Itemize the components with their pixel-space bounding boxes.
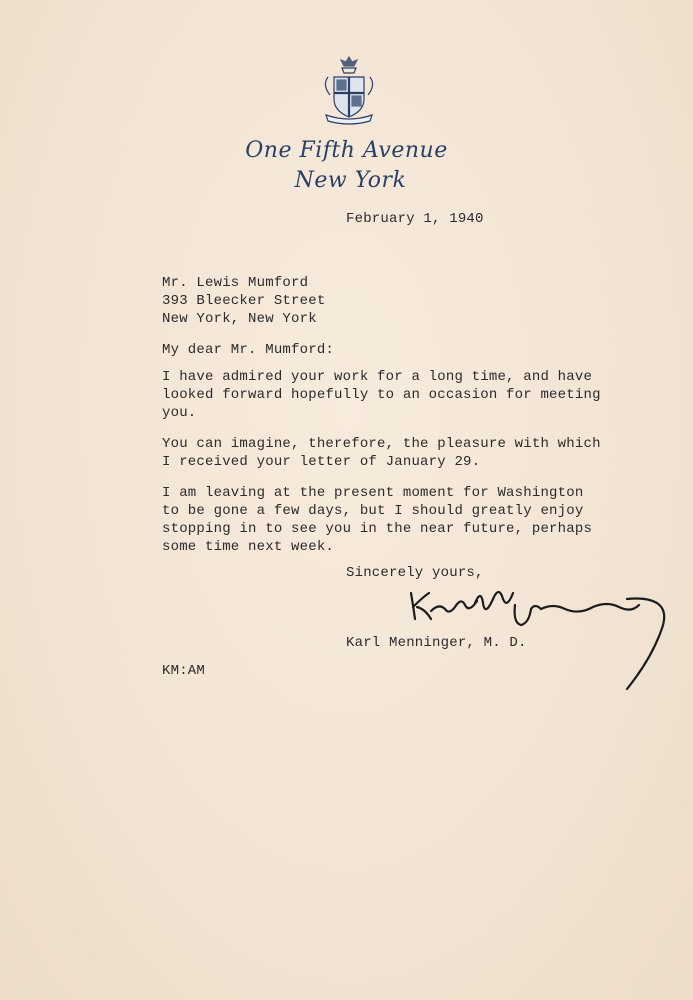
recipient-address <box>162 274 325 328</box>
paragraph-line: You can imagine, therefore, the pleasure with which <box>162 436 601 452</box>
letter-date: February 1, 1940 <box>346 211 484 227</box>
reference-initials: KM:AM <box>162 663 206 679</box>
recipient-city: New York, New York <box>162 311 317 327</box>
body-paragraph-3 <box>162 484 592 556</box>
recipient-street: 393 Bleecker Street <box>162 293 326 309</box>
crest-logo-icon <box>320 55 378 127</box>
paragraph-line: to be gone a few days, but I should greatly enjoy <box>162 503 584 519</box>
paragraph-line: some time next week. <box>162 539 335 555</box>
recipient-name: Mr. Lewis Mumford <box>162 275 309 291</box>
complimentary-close: Sincerely yours, <box>346 565 484 581</box>
paragraph-line: looked forward hopefully to an occasion for meeting <box>162 387 601 403</box>
paragraph-line: stopping in to see you in the near future, perhaps <box>162 521 593 537</box>
paragraph-line: you. <box>162 405 197 421</box>
letterhead-line-1: One Fifth Avenue <box>245 138 448 163</box>
paragraph-line: I have admired your work for a long time, and have <box>162 369 593 385</box>
paragraph-line: I received your letter of January 29. <box>162 454 481 470</box>
paragraph-line: I am leaving at the present moment for Washington <box>162 485 584 501</box>
signer-name: Karl Menninger, M. D. <box>346 635 527 651</box>
salutation: My dear Mr. Mumford: <box>162 342 335 358</box>
body-paragraph-1 <box>162 368 601 422</box>
letterhead-line-2: New York <box>294 168 407 193</box>
body-paragraph-2 <box>162 435 601 471</box>
